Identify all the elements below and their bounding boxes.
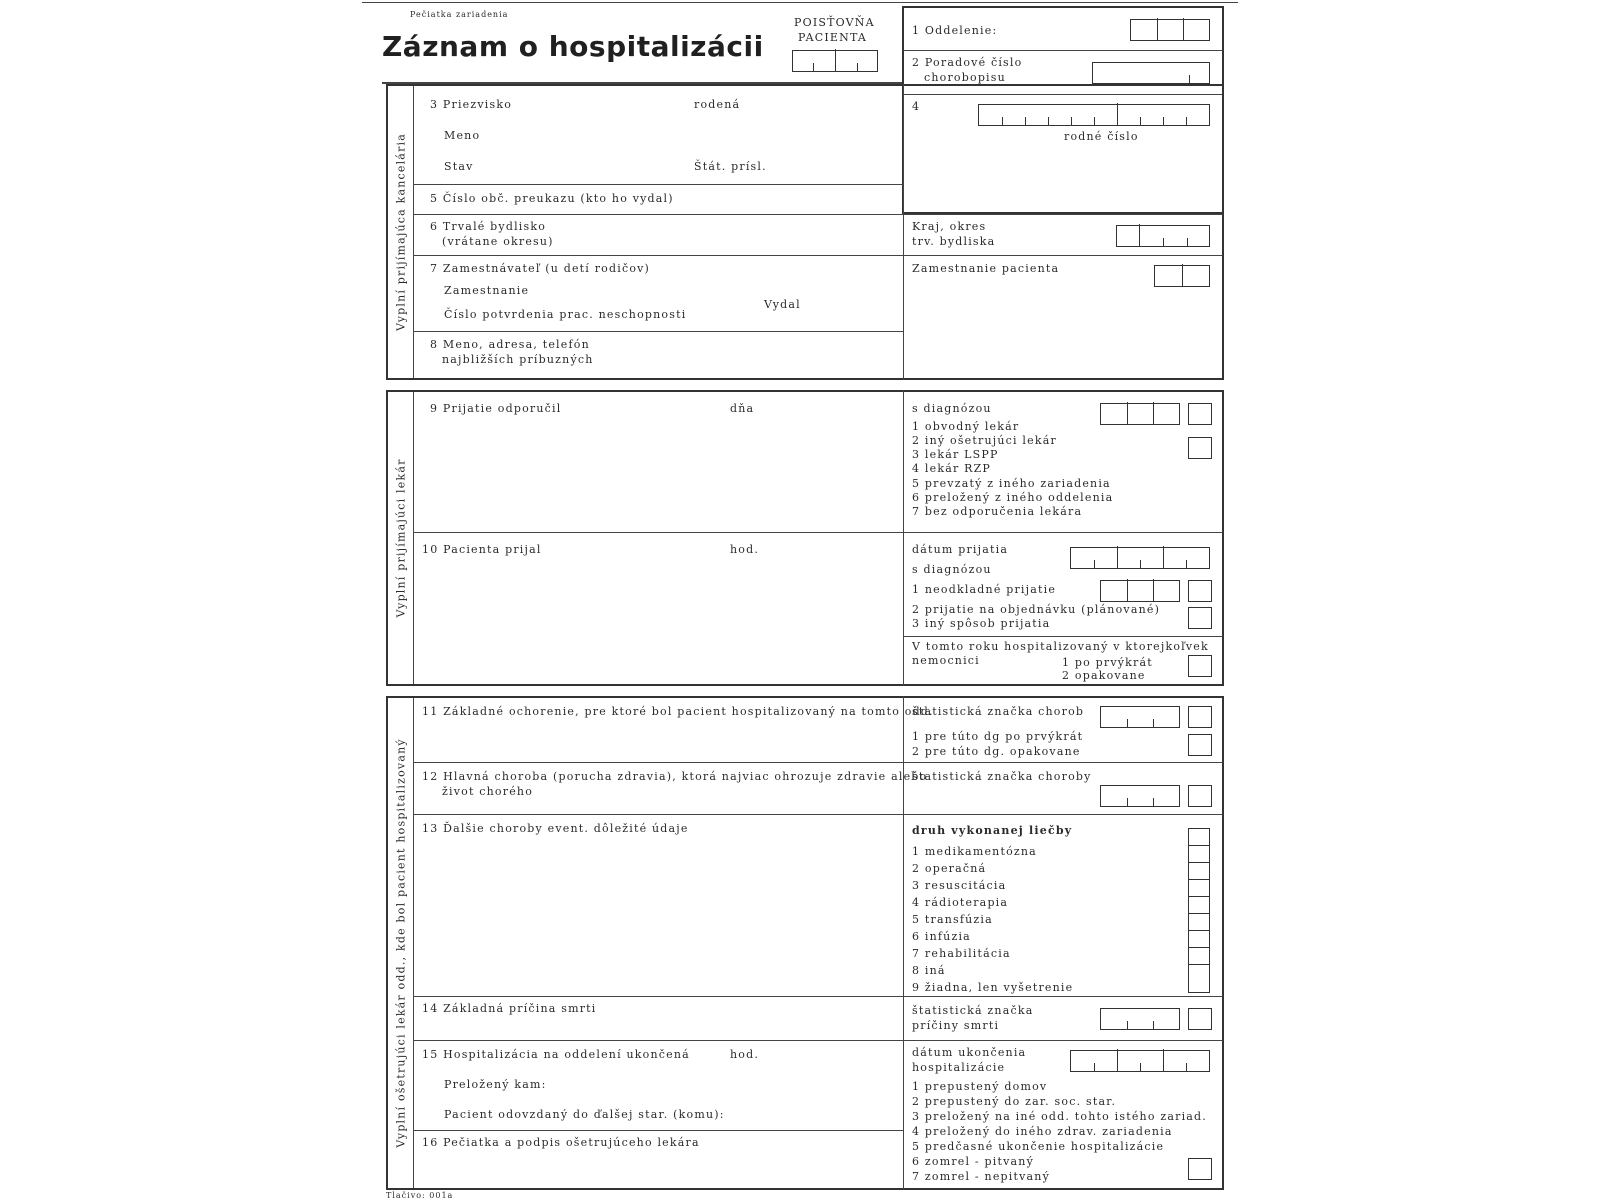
admit-hour-label: hod. (730, 543, 760, 556)
marital-status-label: Stav (444, 160, 474, 173)
department-label: 1 Oddelenie: (912, 24, 998, 37)
admit-diagnosis-label: s diagnózou (912, 563, 992, 576)
page-title: Záznam o hospitalizácii (382, 30, 764, 63)
treatment-checkbox[interactable] (1189, 829, 1209, 846)
end-hour-label: hod. (730, 1048, 760, 1061)
birth-no-label: rodné číslo (1064, 130, 1139, 143)
top-rule (362, 2, 1238, 3)
employment-code-field[interactable] (1154, 265, 1210, 287)
treating-side-text: Vyplní ošetrujúci lekár odd., kde bol pacient hospitalizovaný (394, 738, 407, 1148)
divider (414, 255, 1223, 256)
year-option: 1 po prvýkrát (1062, 656, 1153, 669)
region-label-line2: trv. bydliska (912, 235, 996, 248)
stamp-label: Pečiatka zariadenia (410, 10, 509, 19)
end-date-label-line1: dátum ukončenia (912, 1046, 1027, 1059)
admit-type-box[interactable] (1188, 607, 1212, 629)
year-hospitalization-line1: V tomto roku hospitalizovaný v ktorejkoľvek (912, 640, 1209, 653)
admit-diagnosis-check[interactable] (1188, 580, 1212, 602)
office-side-label (388, 86, 414, 378)
admitting-side-label (388, 392, 414, 684)
referrer-option: 2 iný ošetrujúci lekár (912, 434, 1057, 447)
transferred-label: Preložený kam: (444, 1078, 547, 1091)
residence-label-line1: 6 Trvalé bydlisko (430, 220, 547, 233)
office-column-divider (903, 212, 904, 380)
surname-label: 3 Priezvisko (430, 98, 513, 111)
office-column-divider-top (903, 84, 904, 214)
stat-code-label-2: štatistická značka choroby (912, 770, 1092, 783)
divider (414, 214, 1223, 215)
referrer-option: 4 lekár RZP (912, 462, 992, 475)
main-disease-label-line1: 12 Hlavná choroba (porucha zdravia), ktorá najviac ohrozuje zdravie alebo (422, 770, 928, 783)
hospitalization-end-label: 15 Hospitalizácia na oddelení ukončená (422, 1048, 690, 1061)
divider (903, 50, 1223, 51)
treatment-checkbox-column[interactable] (1188, 828, 1210, 993)
record-no-label-line1: 2 Poradové číslo (912, 56, 1023, 69)
treatment-checkbox[interactable] (1189, 846, 1209, 863)
treatment-option: 6 infúzia (912, 930, 971, 943)
stat-code-check-1[interactable] (1188, 706, 1212, 728)
admit-type-option: 2 prijatie na objednávku (plánované) (912, 603, 1161, 616)
divider (414, 762, 1223, 763)
divider (414, 1130, 904, 1131)
signature-label: 16 Pečiatka a podpis ošetrujúceho lekára (422, 1136, 700, 1149)
admitting-side-text: Vyplní prijímajúci lekár (394, 458, 407, 618)
treatment-type-title: druh vykonanej liečby (912, 824, 1073, 837)
referrer-option: 5 prevzatý z iného zariadenia (912, 477, 1111, 490)
admit-date-field[interactable] (1070, 547, 1210, 569)
insurer-code-field[interactable] (792, 50, 878, 72)
maiden-name-label: rodená (694, 98, 741, 111)
record-no-label-line2: chorobopisu (924, 71, 1006, 84)
treatment-checkbox[interactable] (1189, 931, 1209, 948)
treatment-checkbox[interactable] (1189, 914, 1209, 931)
treatment-checkbox[interactable] (1189, 897, 1209, 914)
form-code-footer: Tlačivo: 001a (386, 1191, 454, 1200)
admit-type-option: 3 iný spôsob prijatia (912, 617, 1051, 630)
department-field[interactable] (1130, 19, 1210, 41)
admitted-by-label: 10 Pacienta prijal (422, 543, 542, 556)
treatment-option: 3 resuscitácia (912, 879, 1007, 892)
end-type-option: 5 predčasné ukončenie hospitalizácie (912, 1140, 1165, 1153)
referrer-option: 7 bez odporučenia lekára (912, 505, 1083, 518)
divider (414, 532, 1223, 533)
referral-label: 9 Prijatie odporučil (430, 402, 562, 415)
relatives-label-line1: 8 Meno, adresa, telefón (430, 338, 590, 351)
id-card-label: 5 Číslo obč. preukazu (kto ho vydal) (430, 192, 674, 205)
end-type-option: 2 prepustený do zar. soc. star. (912, 1095, 1117, 1108)
end-date-label-line2: hospitalizácie (912, 1061, 1006, 1074)
referral-diagnosis-field[interactable] (1100, 403, 1180, 425)
region-code-field[interactable] (1116, 225, 1210, 247)
end-date-field[interactable] (1070, 1050, 1210, 1072)
treatment-option: 5 transfúzia (912, 913, 993, 926)
admit-type-option: 1 neodkladné prijatie (912, 583, 1057, 596)
referrer-option: 1 obvodný lekár (912, 420, 1020, 433)
record-no-field[interactable] (1092, 62, 1210, 84)
first-name-label: Meno (444, 129, 481, 142)
death-cause-label: 14 Základná príčina smrti (422, 1002, 597, 1015)
repeated-option: 2 pre túto dg. opakovane (912, 745, 1081, 758)
year-hospitalization-line2: nemocnici (912, 654, 980, 667)
handed-over-label: Pacient odovzdaný do ďalšej star. (komu): (444, 1108, 725, 1121)
relatives-label-line2: najbližších príbuzných (442, 353, 594, 366)
referral-diagnosis-label: s diagnózou (912, 402, 992, 415)
admitting-column-divider (903, 390, 904, 686)
death-code-label-line2: príčiny smrti (912, 1019, 1000, 1032)
birth-no-prefix: 4 (912, 100, 921, 113)
region-label-line1: Kraj, okres (912, 220, 987, 233)
treatment-option: 4 rádioterapia (912, 896, 1009, 909)
referral-day-label: dňa (730, 402, 755, 415)
main-disease-label-line2: život chorého (442, 785, 534, 798)
treatment-checkbox[interactable] (1189, 965, 1209, 982)
end-type-option: 7 zomrel - nepitvaný (912, 1170, 1050, 1183)
end-type-box[interactable] (1188, 1158, 1212, 1180)
stat-code-field-1[interactable] (1100, 706, 1180, 728)
referrer-option: 3 lekár LSPP (912, 448, 999, 461)
stat-code-check-2[interactable] (1188, 785, 1212, 807)
residence-label-line2: (vrátane okresu) (442, 235, 554, 248)
divider (414, 331, 904, 332)
treatment-option: 9 žiadna, len vyšetrenie (912, 981, 1074, 994)
stat-code-field-2[interactable] (1100, 785, 1180, 807)
employer-label: 7 Zamestnávateľ (u detí rodičov) (430, 262, 651, 275)
employment-label: Zamestnanie (444, 284, 530, 297)
treatment-option: 1 medikamentózna (912, 845, 1037, 858)
nationality-label: Štát. prísl. (694, 160, 767, 173)
referrer-type-box[interactable] (1188, 437, 1212, 459)
treatment-option: 8 iná (912, 964, 946, 977)
patient-employment-label: Zamestnanie pacienta (912, 262, 1060, 275)
office-side-text: Vyplní prijímajúca kancelária (394, 132, 407, 332)
incapacity-no-label: Číslo potvrdenia prac. neschopnosti (444, 308, 687, 321)
insurer-label-line1: POISŤOVŇA (794, 16, 875, 29)
year-option: 2 opakovane (1062, 669, 1146, 682)
referrer-option: 6 preložený z iného oddelenia (912, 491, 1114, 504)
divider (414, 814, 1223, 815)
end-type-option: 6 zomrel - pitvaný (912, 1155, 1034, 1168)
divider (903, 636, 1223, 637)
basic-disease-label: 11 Základné ochorenie, pre ktoré bol pacient hospitalizovaný na tomto odd. (422, 705, 934, 718)
treatment-option: 7 rehabilitácia (912, 947, 1011, 960)
stat-code-label-1: štatistická značka chorob (912, 705, 1085, 718)
divider (414, 1040, 1223, 1041)
end-type-option: 4 preložený do iného zdrav. zariadenia (912, 1125, 1173, 1138)
treatment-option: 2 operačná (912, 862, 987, 875)
treatment-checkbox[interactable] (1189, 948, 1209, 965)
death-code-field[interactable] (1100, 1008, 1180, 1030)
issued-by-label: Vydal (764, 298, 801, 311)
end-type-option: 3 preložený na iné odd. tohto istého zariad. (912, 1110, 1207, 1123)
admit-date-label: dátum prijatia (912, 543, 1009, 556)
treatment-checkbox[interactable] (1189, 880, 1209, 897)
first-time-box[interactable] (1188, 734, 1212, 756)
divider (414, 996, 1223, 997)
end-type-option: 1 prepustený domov (912, 1080, 1048, 1093)
divider (414, 184, 904, 185)
insurer-label-line2: PACIENTA (798, 31, 868, 44)
referral-diagnosis-check[interactable] (1188, 403, 1212, 425)
death-code-label-line1: štatistická značka (912, 1004, 1034, 1017)
first-time-option: 1 pre túto dg po prvýkrát (912, 730, 1084, 743)
death-code-check[interactable] (1188, 1008, 1212, 1030)
treatment-checkbox[interactable] (1189, 863, 1209, 880)
year-hospitalization-box[interactable] (1188, 655, 1212, 677)
admit-diagnosis-field[interactable] (1100, 580, 1180, 602)
treating-side-label (388, 698, 414, 1188)
other-diseases-label: 13 Ďalšie choroby event. dôležité údaje (422, 822, 689, 835)
